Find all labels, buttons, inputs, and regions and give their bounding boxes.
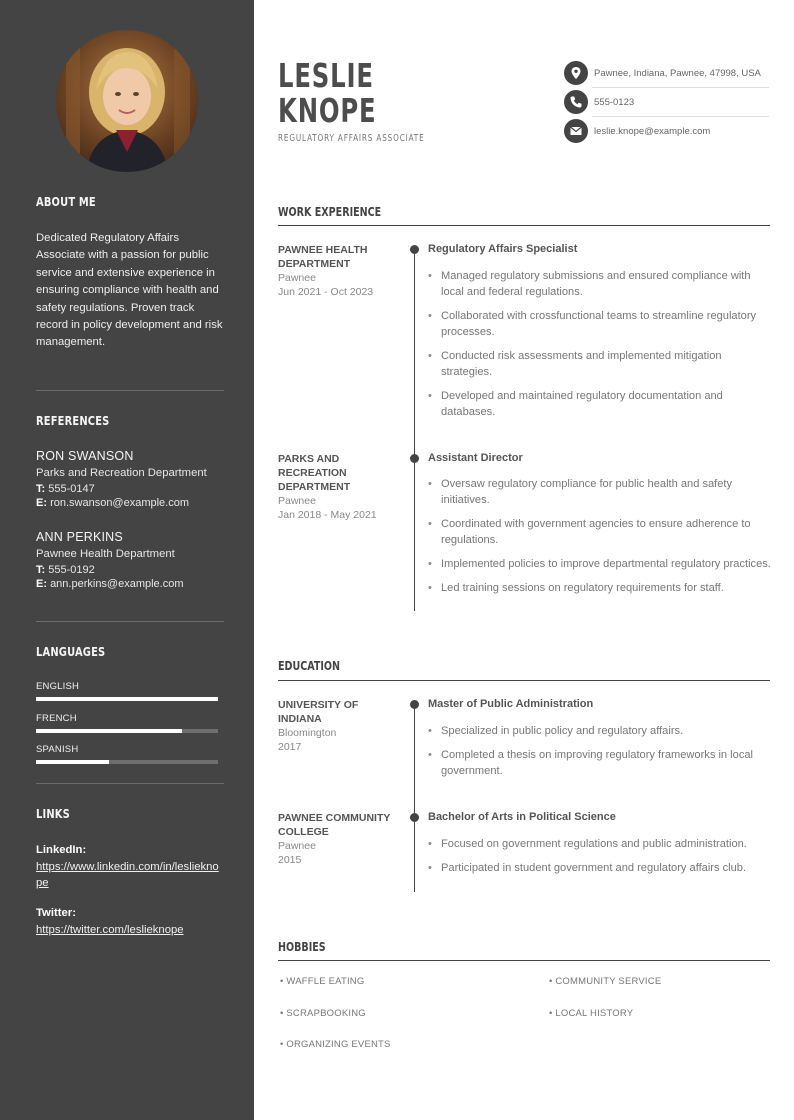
institution: PAWNEE COMMUNITY COLLEGE — [278, 812, 391, 838]
reference-item — [36, 449, 236, 509]
sidebar — [0, 0, 254, 1120]
section-rule — [278, 680, 770, 681]
language-item — [36, 744, 218, 764]
hobby-label: WAFFLE EATING — [286, 976, 365, 987]
reference-name: ANN PERKINS — [36, 530, 123, 544]
work-entry-meta — [278, 452, 396, 522]
degree-title: Bachelor of Arts in Political Science — [428, 811, 616, 823]
reference-org: Pawnee Health Department — [36, 548, 175, 560]
envelope-icon — [564, 119, 588, 143]
phone-value: 555-0147 — [48, 483, 95, 495]
last-name: KNOPE — [278, 91, 377, 130]
language-item — [36, 681, 218, 701]
hobby-label: SCRAPBOOKING — [286, 1008, 366, 1019]
link-label: LinkedIn: — [36, 844, 87, 856]
reference-email — [36, 497, 236, 509]
timeline-line — [414, 704, 415, 892]
year: 2015 — [278, 854, 302, 866]
email-value: ann.perkins@example.com — [50, 578, 184, 590]
location: Pawnee — [278, 272, 316, 284]
reference-org: Parks and Recreation Department — [36, 467, 207, 479]
education-detail-list — [428, 836, 772, 884]
role-title: Assistant Director — [428, 452, 523, 464]
hobby-label: LOCAL HISTORY — [555, 1008, 634, 1019]
about-title: ABOUT ME — [36, 194, 96, 209]
education-entry-meta — [278, 811, 396, 867]
language-item — [36, 713, 218, 733]
location: Pawnee — [278, 495, 316, 507]
list-item: • Implemented policies to improve departmental regulatory practices. — [428, 556, 772, 572]
job-title: REGULATORY AFFAIRS ASSOCIATE — [278, 133, 425, 144]
list-item: • Conducted risk assessments and implemented mitigation strategies. — [428, 348, 772, 380]
timeline-dot — [410, 813, 419, 822]
reference-item — [36, 530, 236, 590]
address-text: Pawnee, Indiana, Pawnee, 47998, USA — [594, 68, 761, 79]
list-item: • Collaborated with crossfunctional teams to streamline regulatory processes. — [428, 308, 772, 340]
dates: Jan 2018 - May 2021 — [278, 509, 377, 521]
language-level-bar — [36, 697, 218, 701]
twitter-link[interactable]: https://twitter.com/leslieknope — [36, 923, 184, 936]
organization: PARKS AND RECREATION DEPARTMENT — [278, 453, 351, 493]
phone-label: T: — [36, 483, 46, 495]
about-text: Dedicated Regulatory Affairs Associate with a passion for public service and extensive experience in ensuring compliance with health and safety regulations. Proven track record in policy development and risk management. — [36, 232, 223, 349]
list-item: • Led training sessions on regulatory requirements for staff. — [428, 580, 772, 596]
email-value: ron.swanson@example.com — [50, 497, 190, 509]
phone-text: 555-0123 — [594, 97, 635, 108]
language-level-bar — [36, 729, 218, 733]
timeline-dot — [410, 700, 419, 709]
timeline-line — [414, 249, 415, 611]
first-name: LESLIE — [278, 56, 374, 95]
divider — [592, 116, 769, 117]
divider — [36, 390, 224, 391]
hobby-label: ORGANIZING EVENTS — [286, 1039, 391, 1050]
hobby-item: • SCRAPBOOKING — [280, 1008, 366, 1019]
hobby-item: • LOCAL HISTORY — [549, 1008, 634, 1019]
language-level-bar — [36, 760, 218, 764]
location: Bloomington — [278, 727, 337, 739]
language-name: FRENCH — [36, 713, 77, 724]
reference-phone — [36, 564, 236, 576]
list-item: • Focused on government regulations and public administration. — [428, 836, 772, 852]
divider — [36, 783, 224, 784]
year: 2017 — [278, 741, 302, 753]
list-item: • Managed regulatory submissions and ensured compliance with local and federal regulations. — [428, 268, 772, 300]
degree-title: Master of Public Administration — [428, 698, 594, 710]
divider — [592, 87, 769, 88]
language-level-fill — [36, 760, 109, 764]
phone-value: 555-0192 — [48, 564, 95, 576]
section-rule — [278, 225, 770, 226]
contact-email — [564, 119, 770, 144]
link-twitter — [36, 905, 236, 938]
hobbies-title: HOBBIES — [278, 939, 326, 954]
phone-label: T: — [36, 564, 46, 576]
work-entry-meta — [278, 243, 396, 299]
hobby-item: • COMMUNITY SERVICE — [549, 976, 662, 987]
list-item: • Completed a thesis on improving regulatory frameworks in local government. — [428, 747, 772, 779]
responsibility-list — [428, 476, 772, 604]
language-level-fill — [36, 729, 182, 733]
languages-title: LANGUAGES — [36, 644, 106, 659]
education-title: EDUCATION — [278, 658, 341, 673]
list-item: • Participated in student government and regulatory affairs club. — [428, 860, 772, 876]
language-level-fill — [36, 697, 218, 701]
list-item: • Specialized in public policy and regulatory affairs. — [428, 723, 772, 739]
phone-icon — [564, 90, 588, 114]
email-label: E: — [36, 578, 47, 590]
education-detail-list — [428, 723, 772, 787]
reference-phone — [36, 483, 236, 495]
section-rule — [278, 960, 770, 961]
language-name: SPANISH — [36, 744, 79, 755]
organization: PAWNEE HEALTH DEPARTMENT — [278, 244, 368, 270]
dates: Jun 2021 - Oct 2023 — [278, 286, 374, 298]
contact-phone — [564, 90, 770, 115]
work-experience-title: WORK EXPERIENCE — [278, 204, 382, 219]
location: Pawnee — [278, 840, 316, 852]
email-label: E: — [36, 497, 47, 509]
role-title: Regulatory Affairs Specialist — [428, 243, 578, 255]
links-title: LINKS — [36, 806, 70, 821]
location-pin-icon — [564, 61, 588, 85]
hobby-item: • ORGANIZING EVENTS — [280, 1039, 391, 1050]
profile-photo — [56, 30, 198, 172]
reference-email — [36, 578, 236, 590]
list-item: • Oversaw regulatory compliance for public health and safety initiatives. — [428, 476, 772, 508]
institution: UNIVERSITY OF INDIANA — [278, 699, 359, 725]
link-label: Twitter: — [36, 907, 76, 919]
hobby-item: • WAFFLE EATING — [280, 976, 365, 987]
hobby-label: COMMUNITY SERVICE — [555, 976, 662, 987]
list-item: • Coordinated with government agencies to ensure adherence to regulations. — [428, 516, 772, 548]
list-item: • Developed and maintained regulatory documentation and databases. — [428, 388, 772, 420]
linkedin-link[interactable]: https://www.linkedin.com/in/leslieknope — [36, 860, 219, 889]
references-title: REFERENCES — [36, 413, 110, 428]
reference-name: RON SWANSON — [36, 449, 134, 463]
timeline-dot — [410, 245, 419, 254]
language-name: ENGLISH — [36, 681, 80, 692]
contact-address — [564, 61, 770, 86]
responsibility-list — [428, 268, 772, 428]
divider — [36, 621, 224, 622]
email-text[interactable]: leslie.knope@example.com — [594, 126, 711, 137]
link-linkedin — [36, 842, 236, 892]
candidate-name — [278, 58, 377, 128]
education-entry-meta — [278, 698, 396, 754]
timeline-dot — [410, 454, 419, 463]
